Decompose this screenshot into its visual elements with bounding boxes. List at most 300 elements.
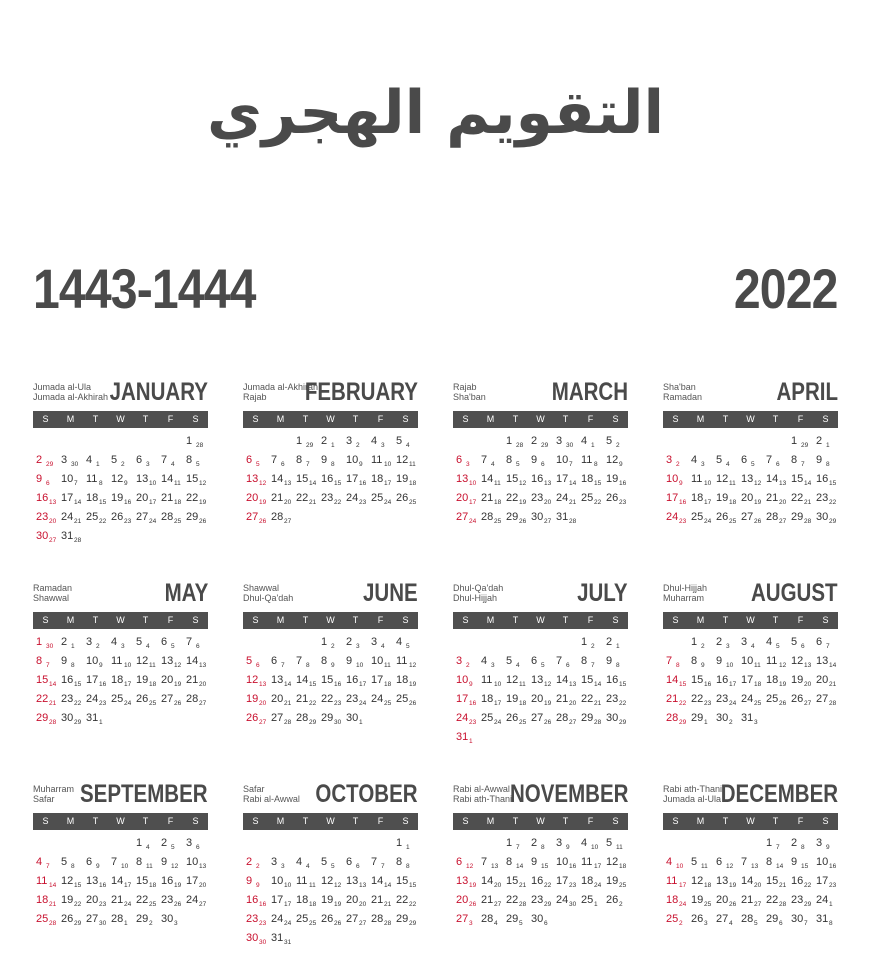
hijri-day: 3 bbox=[121, 643, 125, 650]
hijri-month-name: Shawwal bbox=[243, 583, 280, 593]
gregorian-day: 19 bbox=[111, 492, 124, 504]
day-cell bbox=[453, 672, 478, 691]
hijri-day: 8 bbox=[306, 662, 310, 669]
gregorian-day: 17 bbox=[346, 473, 359, 485]
gregorian-day: 27 bbox=[86, 913, 99, 925]
hijri-day: 26 bbox=[334, 920, 342, 927]
gregorian-day: 10 bbox=[271, 875, 284, 887]
day-cell bbox=[578, 471, 603, 490]
hijri-day: 7 bbox=[306, 461, 310, 468]
hijri-day: 24 bbox=[384, 499, 392, 506]
day-cell bbox=[763, 490, 788, 509]
gregorian-day: 15 bbox=[136, 875, 149, 887]
gregorian-day: 1 bbox=[136, 837, 143, 849]
hijri-day: 27 bbox=[804, 700, 812, 707]
hijri-day: 15 bbox=[309, 681, 317, 688]
day-cell bbox=[393, 854, 418, 873]
empty-cell bbox=[503, 634, 528, 653]
gregorian-day: 28 bbox=[481, 511, 494, 523]
gregorian-day: 22 bbox=[506, 894, 519, 906]
hijri-day: 7 bbox=[516, 844, 520, 851]
hijri-day: 4 bbox=[146, 643, 150, 650]
gregorian-day: 16 bbox=[531, 875, 544, 887]
gregorian-day: 31 bbox=[816, 913, 829, 925]
gregorian-day: 15 bbox=[36, 674, 49, 686]
empty-cell bbox=[603, 509, 628, 528]
hijri-day: 25 bbox=[704, 901, 712, 908]
gregorian-day: 9 bbox=[531, 856, 538, 868]
hijri-day: 2 bbox=[256, 863, 260, 870]
weekday-label: T bbox=[772, 615, 779, 625]
day-cell bbox=[688, 710, 713, 729]
gregorian-day: 26 bbox=[246, 712, 259, 724]
day-cell bbox=[453, 729, 478, 748]
gregorian-day: 24 bbox=[666, 511, 679, 523]
hijri-day: 16 bbox=[359, 480, 367, 487]
day-cell bbox=[478, 911, 503, 930]
weekday-label: S bbox=[612, 615, 619, 625]
weekday-label: M bbox=[486, 816, 495, 826]
hijri-day: 21 bbox=[309, 499, 317, 506]
gregorian-day: 13 bbox=[136, 473, 149, 485]
weekday-label: S bbox=[822, 414, 829, 424]
hijri-day: 13 bbox=[359, 882, 367, 889]
day-cell bbox=[83, 634, 108, 653]
gregorian-day: 9 bbox=[791, 856, 798, 868]
gregorian-day: 19 bbox=[396, 473, 409, 485]
empty-cell bbox=[763, 433, 788, 452]
hijri-day: 18 bbox=[309, 901, 317, 908]
weekday-label: T bbox=[722, 615, 729, 625]
gregorian-day: 18 bbox=[581, 875, 594, 887]
weekday-header bbox=[33, 813, 208, 830]
day-cell bbox=[108, 653, 133, 672]
gregorian-day: 3 bbox=[556, 435, 563, 447]
hijri-day: 21 bbox=[779, 882, 787, 889]
gregorian-day: 7 bbox=[111, 856, 118, 868]
day-cell bbox=[663, 710, 688, 729]
hijri-day: 24 bbox=[594, 882, 602, 889]
day-cell bbox=[738, 509, 763, 528]
day-cell bbox=[528, 509, 553, 528]
hijri-day: 24 bbox=[679, 901, 687, 908]
day-cell bbox=[293, 433, 318, 452]
gregorian-day: 25 bbox=[111, 693, 124, 705]
hijri-day: 10 bbox=[284, 882, 292, 889]
day-cell bbox=[763, 892, 788, 911]
empty-cell bbox=[663, 835, 688, 854]
hijri-day: 17 bbox=[284, 901, 292, 908]
hijri-day: 12 bbox=[199, 480, 207, 487]
day-cell bbox=[368, 892, 393, 911]
gregorian-day: 21 bbox=[371, 894, 384, 906]
gregorian-day: 11 bbox=[481, 674, 493, 686]
gregorian-day: 19 bbox=[791, 674, 804, 686]
hijri-day: 16 bbox=[469, 700, 477, 707]
hijri-day: 24 bbox=[494, 719, 502, 726]
week-row bbox=[243, 873, 418, 892]
gregorian-day: 7 bbox=[296, 655, 303, 667]
day-cell bbox=[108, 873, 133, 892]
weekday-label: T bbox=[352, 414, 359, 424]
gregorian-day: 23 bbox=[606, 693, 619, 705]
day-cell bbox=[578, 452, 603, 471]
day-cell bbox=[663, 911, 688, 930]
hijri-day: 5 bbox=[331, 863, 335, 870]
weekday-label: T bbox=[92, 816, 99, 826]
day-cell bbox=[528, 873, 553, 892]
empty-cell bbox=[578, 911, 603, 930]
gregorian-day: 20 bbox=[271, 693, 284, 705]
day-cell bbox=[478, 653, 503, 672]
day-cell bbox=[763, 471, 788, 490]
gregorian-day: 26 bbox=[321, 913, 334, 925]
empty-cell bbox=[368, 710, 393, 729]
hijri-day: 9 bbox=[359, 461, 363, 468]
day-cell bbox=[83, 452, 108, 471]
weekday-label: T bbox=[352, 615, 359, 625]
gregorian-day: 1 bbox=[506, 435, 513, 447]
hijri-day: 3 bbox=[381, 442, 385, 449]
day-cell bbox=[738, 911, 763, 930]
hijri-day: 25 bbox=[519, 719, 527, 726]
day-cell bbox=[33, 528, 58, 547]
day-cell bbox=[813, 672, 838, 691]
hijri-day: 30 bbox=[71, 461, 79, 468]
hijri-day: 12 bbox=[726, 863, 734, 870]
gregorian-day: 18 bbox=[296, 894, 309, 906]
day-cell bbox=[578, 854, 603, 873]
hijri-day: 28 bbox=[594, 719, 602, 726]
hijri-day: 27 bbox=[284, 518, 292, 525]
gregorian-day: 29 bbox=[136, 913, 149, 925]
day-cell bbox=[33, 509, 58, 528]
day-cell bbox=[528, 835, 553, 854]
empty-cell bbox=[183, 710, 208, 729]
hijri-day: 19 bbox=[469, 882, 477, 889]
weekday-label: M bbox=[66, 615, 75, 625]
gregorian-day: 24 bbox=[556, 894, 569, 906]
day-cell bbox=[268, 710, 293, 729]
hijri-day: 23 bbox=[679, 518, 687, 525]
gregorian-day: 4 bbox=[296, 856, 303, 868]
week-row bbox=[453, 452, 628, 471]
gregorian-day: 28 bbox=[371, 913, 384, 925]
gregorian-day: 27 bbox=[716, 913, 729, 925]
hijri-day: 17 bbox=[729, 681, 737, 688]
weekday-label: T bbox=[512, 816, 519, 826]
hijri-day: 15 bbox=[829, 480, 837, 487]
hijri-day: 4 bbox=[729, 920, 733, 927]
day-cell bbox=[368, 471, 393, 490]
empty-cell bbox=[293, 634, 318, 653]
gregorian-day: 25 bbox=[691, 511, 704, 523]
hijri-day: 8 bbox=[406, 863, 410, 870]
gregorian-day: 3 bbox=[741, 636, 748, 648]
gregorian-day: 1 bbox=[691, 636, 698, 648]
day-cell bbox=[688, 509, 713, 528]
gregorian-day: 30 bbox=[716, 712, 729, 724]
day-cell bbox=[553, 452, 578, 471]
week-row bbox=[663, 854, 838, 873]
gregorian-day: 8 bbox=[506, 454, 513, 466]
hijri-day: 22 bbox=[74, 700, 82, 707]
gregorian-day: 18 bbox=[396, 674, 409, 686]
gregorian-day: 24 bbox=[271, 913, 284, 925]
hijri-day: 4 bbox=[146, 844, 150, 851]
day-cell bbox=[33, 892, 58, 911]
day-cell bbox=[713, 634, 738, 653]
weekday-header bbox=[663, 813, 838, 830]
day-cell bbox=[738, 634, 763, 653]
empty-cell bbox=[108, 835, 133, 854]
day-cell bbox=[393, 452, 418, 471]
gregorian-day: 9 bbox=[346, 655, 353, 667]
day-cell bbox=[813, 691, 838, 710]
empty-cell bbox=[58, 835, 83, 854]
gregorian-day: 21 bbox=[161, 492, 174, 504]
day-cell bbox=[503, 854, 528, 873]
day-cell bbox=[393, 873, 418, 892]
day-cell bbox=[478, 490, 503, 509]
gregorian-day: 26 bbox=[136, 693, 149, 705]
day-cell bbox=[108, 634, 133, 653]
empty-cell bbox=[158, 528, 183, 547]
weekday-header bbox=[33, 411, 208, 428]
hijri-day: 8 bbox=[594, 461, 598, 468]
gregorian-day: 20 bbox=[716, 894, 729, 906]
gregorian-day: 21 bbox=[481, 894, 494, 906]
empty-cell bbox=[603, 729, 628, 748]
gregorian-day: 22 bbox=[691, 693, 704, 705]
gregorian-day: 11 bbox=[581, 454, 593, 466]
day-grid bbox=[663, 634, 838, 729]
weekday-label: S bbox=[822, 816, 829, 826]
day-cell bbox=[713, 653, 738, 672]
day-cell bbox=[763, 873, 788, 892]
hijri-day: 28 bbox=[74, 537, 82, 544]
hijri-day: 26 bbox=[259, 518, 267, 525]
day-cell bbox=[393, 471, 418, 490]
day-cell bbox=[343, 653, 368, 672]
hijri-day: 11 bbox=[309, 882, 316, 889]
hijri-day: 11 bbox=[409, 461, 416, 468]
gregorian-day: 14 bbox=[296, 674, 309, 686]
empty-cell bbox=[108, 710, 133, 729]
gregorian-day: 25 bbox=[666, 913, 679, 925]
hijri-day: 14 bbox=[829, 662, 837, 669]
weekday-label: T bbox=[142, 615, 149, 625]
empty-cell bbox=[453, 835, 478, 854]
day-cell bbox=[788, 509, 813, 528]
hijri-day: 19 bbox=[199, 499, 207, 506]
gregorian-day: 19 bbox=[606, 473, 619, 485]
hijri-day: 12 bbox=[519, 480, 527, 487]
gregorian-day: 10 bbox=[86, 655, 99, 667]
gregorian-day: 4 bbox=[396, 636, 403, 648]
gregorian-day: 14 bbox=[766, 473, 779, 485]
gregorian-day: 18 bbox=[481, 693, 494, 705]
gregorian-day: 25 bbox=[296, 913, 309, 925]
hijri-day: 12 bbox=[171, 863, 179, 870]
weekday-label: F bbox=[167, 816, 174, 826]
day-cell bbox=[83, 509, 108, 528]
gregorian-day: 25 bbox=[766, 693, 779, 705]
day-cell bbox=[713, 873, 738, 892]
gregorian-day: 15 bbox=[691, 674, 704, 686]
hijri-day: 11 bbox=[174, 480, 181, 487]
gregorian-day: 27 bbox=[531, 712, 544, 724]
gregorian-day: 23 bbox=[61, 693, 74, 705]
day-cell bbox=[133, 471, 158, 490]
hijri-day: 4 bbox=[306, 863, 310, 870]
gregorian-day: 26 bbox=[396, 492, 409, 504]
hijri-day: 4 bbox=[516, 662, 520, 669]
empty-cell bbox=[478, 835, 503, 854]
day-cell bbox=[343, 873, 368, 892]
weekday-label: S bbox=[402, 816, 409, 826]
hijri-day: 15 bbox=[679, 681, 687, 688]
empty-cell bbox=[183, 911, 208, 930]
gregorian-day: 2 bbox=[161, 837, 168, 849]
hijri-day: 23 bbox=[99, 901, 107, 908]
weekday-label: S bbox=[462, 615, 469, 625]
gregorian-day: 4 bbox=[666, 856, 673, 868]
gregorian-day: 17 bbox=[186, 875, 199, 887]
day-cell bbox=[603, 835, 628, 854]
month-february bbox=[243, 378, 418, 552]
weekday-label: W bbox=[116, 615, 125, 625]
weekday-label: M bbox=[696, 816, 705, 826]
hijri-day: 17 bbox=[384, 480, 392, 487]
empty-cell bbox=[763, 710, 788, 729]
gregorian-day: 1 bbox=[766, 837, 773, 849]
day-cell bbox=[133, 892, 158, 911]
gregorian-day: 23 bbox=[531, 492, 544, 504]
gregorian-day: 15 bbox=[396, 875, 409, 887]
gregorian-day: 6 bbox=[456, 454, 463, 466]
hijri-day: 3 bbox=[281, 863, 285, 870]
day-cell bbox=[553, 691, 578, 710]
day-cell bbox=[813, 471, 838, 490]
day-cell bbox=[663, 691, 688, 710]
gregorian-day: 8 bbox=[296, 454, 303, 466]
day-grid bbox=[243, 433, 418, 528]
gregorian-day: 2 bbox=[816, 435, 823, 447]
gregorian-day: 23 bbox=[531, 894, 544, 906]
week-row bbox=[453, 490, 628, 509]
day-grid bbox=[453, 634, 628, 748]
day-cell bbox=[243, 710, 268, 729]
gregorian-day: 22 bbox=[791, 492, 804, 504]
day-cell bbox=[688, 672, 713, 691]
day-cell bbox=[553, 471, 578, 490]
hijri-day: 13 bbox=[569, 681, 577, 688]
day-cell bbox=[813, 854, 838, 873]
hijri-day: 18 bbox=[619, 863, 627, 870]
day-cell bbox=[58, 509, 83, 528]
weekday-label: S bbox=[402, 615, 409, 625]
gregorian-day: 12 bbox=[396, 454, 409, 466]
gregorian-day: 9 bbox=[246, 875, 253, 887]
hijri-day: 28 bbox=[829, 700, 837, 707]
gregorian-day: 18 bbox=[86, 492, 99, 504]
day-cell bbox=[713, 672, 738, 691]
gregorian-day: 9 bbox=[606, 655, 613, 667]
hijri-day: 14 bbox=[569, 480, 577, 487]
hijri-day: 21 bbox=[829, 681, 837, 688]
day-cell bbox=[738, 672, 763, 691]
day-grid bbox=[663, 433, 838, 528]
gregorian-day: 1 bbox=[791, 435, 798, 447]
hijri-day: 27 bbox=[49, 537, 57, 544]
hijri-month-name: Ramadan bbox=[663, 392, 703, 402]
gregorian-day: 14 bbox=[111, 875, 124, 887]
gregorian-day: 1 bbox=[321, 636, 328, 648]
hijri-month-name: Ramadan bbox=[33, 583, 73, 593]
hijri-day: 10 bbox=[384, 461, 392, 468]
day-cell bbox=[503, 471, 528, 490]
month-september bbox=[33, 780, 208, 954]
day-cell bbox=[293, 892, 318, 911]
gregorian-day: 12 bbox=[506, 674, 519, 686]
gregorian-day: 8 bbox=[321, 655, 328, 667]
week-row bbox=[33, 710, 208, 729]
hijri-day: 30 bbox=[569, 901, 577, 908]
hijri-day: 25 bbox=[494, 518, 502, 525]
day-cell bbox=[133, 835, 158, 854]
day-grid bbox=[33, 634, 208, 729]
empty-cell bbox=[713, 433, 738, 452]
hijri-day: 22 bbox=[99, 518, 107, 525]
gregorian-day: 7 bbox=[766, 454, 773, 466]
day-cell bbox=[688, 490, 713, 509]
hijri-day: 4 bbox=[751, 643, 755, 650]
gregorian-day: 18 bbox=[36, 894, 49, 906]
day-cell bbox=[813, 892, 838, 911]
gregorian-day: 19 bbox=[61, 894, 74, 906]
weekday-label: F bbox=[797, 816, 804, 826]
hijri-day: 20 bbox=[754, 882, 762, 889]
day-cell bbox=[738, 471, 763, 490]
day-cell bbox=[813, 653, 838, 672]
gregorian-day: 7 bbox=[161, 454, 168, 466]
hijri-day: 1 bbox=[594, 901, 598, 908]
gregorian-day: 16 bbox=[161, 875, 174, 887]
hijri-years: 1443-1444 bbox=[33, 257, 256, 320]
gregorian-day: 19 bbox=[716, 492, 729, 504]
hijri-day: 9 bbox=[99, 662, 103, 669]
empty-cell bbox=[108, 528, 133, 547]
month-april bbox=[663, 378, 838, 552]
week-row bbox=[453, 911, 628, 930]
day-cell bbox=[663, 873, 688, 892]
hijri-month-name: Jumada al-Akhirah bbox=[33, 392, 109, 402]
hijri-day: 22 bbox=[309, 700, 317, 707]
hijri-day: 29 bbox=[74, 719, 82, 726]
gregorian-day: 17 bbox=[271, 894, 284, 906]
hijri-day: 24 bbox=[469, 518, 477, 525]
weekday-label: T bbox=[142, 414, 149, 424]
hijri-day: 28 bbox=[49, 719, 57, 726]
day-cell bbox=[83, 873, 108, 892]
gregorian-day: 6 bbox=[246, 454, 253, 466]
hijri-day: 27 bbox=[199, 700, 207, 707]
day-cell bbox=[83, 911, 108, 930]
hijri-day: 31 bbox=[284, 939, 292, 946]
empty-cell bbox=[158, 710, 183, 729]
gregorian-day: 19 bbox=[321, 894, 334, 906]
